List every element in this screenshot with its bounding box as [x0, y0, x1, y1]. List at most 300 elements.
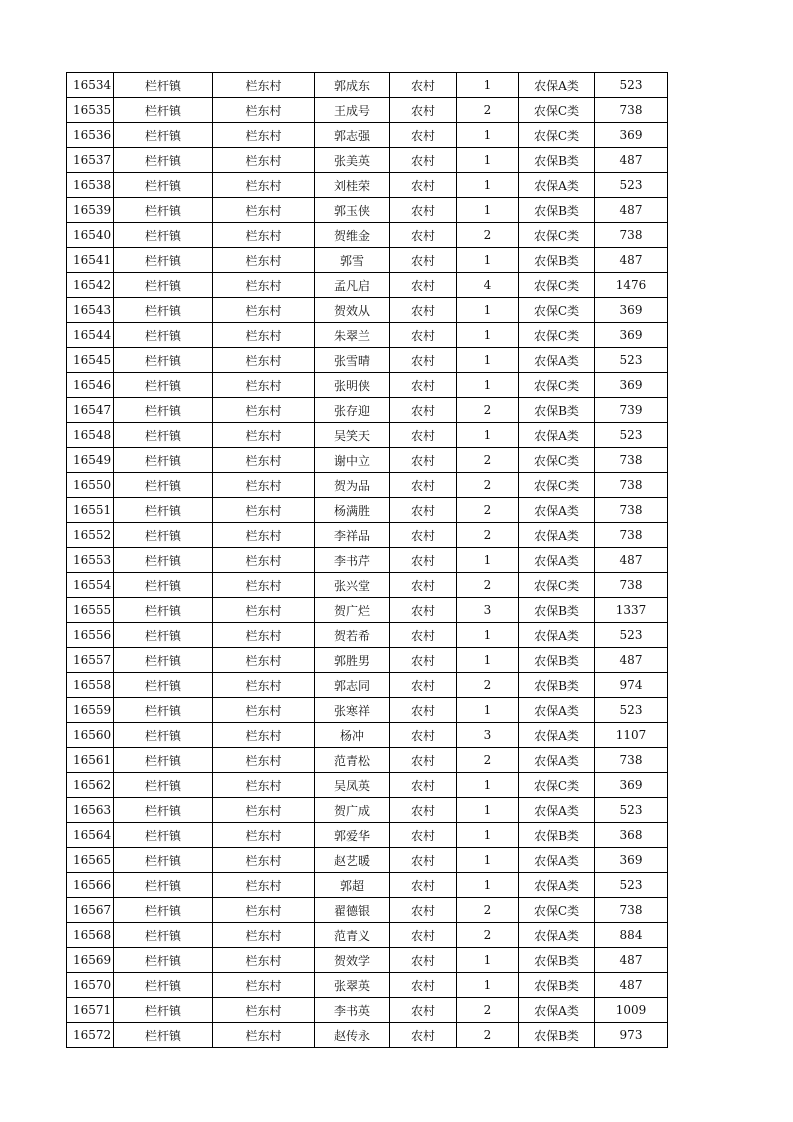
record-id-cell: 16564: [67, 823, 114, 848]
area-cell: 农村: [390, 598, 457, 623]
name-cell: 张寒祥: [315, 698, 390, 723]
count-cell: 2: [457, 898, 519, 923]
amount-cell: 487: [595, 148, 668, 173]
record-id-cell: 16560: [67, 723, 114, 748]
table-row: [67, 398, 668, 423]
area-cell: 农村: [390, 323, 457, 348]
name-cell: 贺效从: [315, 298, 390, 323]
amount-cell: 523: [595, 623, 668, 648]
amount-cell: 738: [595, 573, 668, 598]
category-cell: 农保C类: [519, 448, 595, 473]
category-cell: 农保B类: [519, 598, 595, 623]
table-row: [67, 923, 668, 948]
village-cell: 栏东村: [213, 198, 315, 223]
town-cell: 栏杆镇: [114, 123, 213, 148]
area-cell: 农村: [390, 848, 457, 873]
name-cell: 吴凤英: [315, 773, 390, 798]
name-cell: 吴笑天: [315, 423, 390, 448]
table-row: [67, 248, 668, 273]
amount-cell: 369: [595, 848, 668, 873]
count-cell: 1: [457, 198, 519, 223]
town-cell: 栏杆镇: [114, 923, 213, 948]
town-cell: 栏杆镇: [114, 223, 213, 248]
area-cell: 农村: [390, 748, 457, 773]
village-cell: 栏东村: [213, 673, 315, 698]
category-cell: 农保B类: [519, 248, 595, 273]
town-cell: 栏杆镇: [114, 498, 213, 523]
area-cell: 农村: [390, 348, 457, 373]
name-cell: 郭雪: [315, 248, 390, 273]
name-cell: 孟凡启: [315, 273, 390, 298]
amount-cell: 1009: [595, 998, 668, 1023]
village-cell: 栏东村: [213, 623, 315, 648]
record-id-cell: 16548: [67, 423, 114, 448]
village-cell: 栏东村: [213, 173, 315, 198]
record-id-cell: 16552: [67, 523, 114, 548]
record-id-cell: 16543: [67, 298, 114, 323]
count-cell: 1: [457, 973, 519, 998]
count-cell: 1: [457, 123, 519, 148]
village-cell: 栏东村: [213, 248, 315, 273]
record-id-cell: 16536: [67, 123, 114, 148]
count-cell: 2: [457, 398, 519, 423]
table-row: [67, 298, 668, 323]
town-cell: 栏杆镇: [114, 898, 213, 923]
village-cell: 栏东村: [213, 648, 315, 673]
town-cell: 栏杆镇: [114, 198, 213, 223]
name-cell: 李祥品: [315, 523, 390, 548]
category-cell: 农保A类: [519, 423, 595, 448]
town-cell: 栏杆镇: [114, 823, 213, 848]
table-row: [67, 873, 668, 898]
category-cell: 农保B类: [519, 948, 595, 973]
name-cell: 郭玉侠: [315, 198, 390, 223]
amount-cell: 487: [595, 548, 668, 573]
count-cell: 1: [457, 773, 519, 798]
category-cell: 农保B类: [519, 198, 595, 223]
category-cell: 农保B类: [519, 673, 595, 698]
count-cell: 2: [457, 98, 519, 123]
record-id-cell: 16553: [67, 548, 114, 573]
area-cell: 农村: [390, 523, 457, 548]
record-id-cell: 16547: [67, 398, 114, 423]
amount-cell: 523: [595, 423, 668, 448]
count-cell: 1: [457, 373, 519, 398]
category-cell: 农保C类: [519, 273, 595, 298]
town-cell: 栏杆镇: [114, 73, 213, 98]
record-id-cell: 16570: [67, 973, 114, 998]
category-cell: 农保B类: [519, 823, 595, 848]
area-cell: 农村: [390, 798, 457, 823]
name-cell: 赵艺暖: [315, 848, 390, 873]
category-cell: 农保A类: [519, 698, 595, 723]
village-cell: 栏东村: [213, 748, 315, 773]
town-cell: 栏杆镇: [114, 373, 213, 398]
village-cell: 栏东村: [213, 473, 315, 498]
count-cell: 1: [457, 648, 519, 673]
village-cell: 栏东村: [213, 123, 315, 148]
village-cell: 栏东村: [213, 448, 315, 473]
village-cell: 栏东村: [213, 423, 315, 448]
name-cell: 朱翠兰: [315, 323, 390, 348]
table-row: [67, 573, 668, 598]
area-cell: 农村: [390, 923, 457, 948]
village-cell: 栏东村: [213, 498, 315, 523]
town-cell: 栏杆镇: [114, 423, 213, 448]
table-row: [67, 198, 668, 223]
town-cell: 栏杆镇: [114, 348, 213, 373]
amount-cell: 738: [595, 448, 668, 473]
record-id-cell: 16563: [67, 798, 114, 823]
area-cell: 农村: [390, 198, 457, 223]
table-row: [67, 548, 668, 573]
amount-cell: 738: [595, 898, 668, 923]
count-cell: 3: [457, 723, 519, 748]
record-id-cell: 16558: [67, 673, 114, 698]
count-cell: 1: [457, 623, 519, 648]
record-id-cell: 16544: [67, 323, 114, 348]
table-row: [67, 173, 668, 198]
name-cell: 张兴堂: [315, 573, 390, 598]
table-row: [67, 823, 668, 848]
table-row: [67, 998, 668, 1023]
area-cell: 农村: [390, 448, 457, 473]
count-cell: 3: [457, 598, 519, 623]
name-cell: 贺广成: [315, 798, 390, 823]
village-cell: 栏东村: [213, 98, 315, 123]
record-id-cell: 16546: [67, 373, 114, 398]
village-cell: 栏东村: [213, 573, 315, 598]
count-cell: 1: [457, 548, 519, 573]
area-cell: 农村: [390, 548, 457, 573]
village-cell: 栏东村: [213, 273, 315, 298]
village-cell: 栏东村: [213, 148, 315, 173]
area-cell: 农村: [390, 248, 457, 273]
name-cell: 郭志同: [315, 673, 390, 698]
village-cell: 栏东村: [213, 998, 315, 1023]
area-cell: 农村: [390, 773, 457, 798]
name-cell: 赵传永: [315, 1023, 390, 1048]
amount-cell: 369: [595, 773, 668, 798]
amount-cell: 487: [595, 248, 668, 273]
record-id-cell: 16559: [67, 698, 114, 723]
amount-cell: 487: [595, 973, 668, 998]
village-cell: 栏东村: [213, 773, 315, 798]
name-cell: 张美英: [315, 148, 390, 173]
record-id-cell: 16569: [67, 948, 114, 973]
name-cell: 李书英: [315, 998, 390, 1023]
amount-cell: 523: [595, 798, 668, 823]
count-cell: 1: [457, 173, 519, 198]
area-cell: 农村: [390, 673, 457, 698]
count-cell: 2: [457, 473, 519, 498]
town-cell: 栏杆镇: [114, 323, 213, 348]
category-cell: 农保A类: [519, 723, 595, 748]
town-cell: 栏杆镇: [114, 873, 213, 898]
category-cell: 农保C类: [519, 573, 595, 598]
amount-cell: 738: [595, 498, 668, 523]
amount-cell: 884: [595, 923, 668, 948]
count-cell: 2: [457, 523, 519, 548]
table-row: [67, 448, 668, 473]
town-cell: 栏杆镇: [114, 573, 213, 598]
area-cell: 农村: [390, 423, 457, 448]
amount-cell: 738: [595, 98, 668, 123]
amount-cell: 369: [595, 373, 668, 398]
table-row: [67, 623, 668, 648]
table-row: [67, 373, 668, 398]
amount-cell: 1337: [595, 598, 668, 623]
village-cell: 栏东村: [213, 548, 315, 573]
table-row: [67, 648, 668, 673]
area-cell: 农村: [390, 98, 457, 123]
category-cell: 农保B类: [519, 648, 595, 673]
name-cell: 李书芹: [315, 548, 390, 573]
table-row: [67, 223, 668, 248]
area-cell: 农村: [390, 998, 457, 1023]
category-cell: 农保C类: [519, 123, 595, 148]
area-cell: 农村: [390, 123, 457, 148]
count-cell: 1: [457, 348, 519, 373]
category-cell: 农保B类: [519, 973, 595, 998]
area-cell: 农村: [390, 473, 457, 498]
count-cell: 1: [457, 698, 519, 723]
count-cell: 1: [457, 298, 519, 323]
count-cell: 4: [457, 273, 519, 298]
area-cell: 农村: [390, 573, 457, 598]
town-cell: 栏杆镇: [114, 473, 213, 498]
table-row: [67, 1023, 668, 1048]
table-row: [67, 598, 668, 623]
record-id-cell: 16572: [67, 1023, 114, 1048]
table-row: [67, 673, 668, 698]
village-cell: 栏东村: [213, 798, 315, 823]
area-cell: 农村: [390, 1023, 457, 1048]
amount-cell: 1476: [595, 273, 668, 298]
count-cell: 1: [457, 148, 519, 173]
count-cell: 2: [457, 748, 519, 773]
name-cell: 郭胜男: [315, 648, 390, 673]
record-id-cell: 16561: [67, 748, 114, 773]
town-cell: 栏杆镇: [114, 523, 213, 548]
town-cell: 栏杆镇: [114, 673, 213, 698]
category-cell: 农保B类: [519, 398, 595, 423]
name-cell: 贺为品: [315, 473, 390, 498]
area-cell: 农村: [390, 698, 457, 723]
area-cell: 农村: [390, 648, 457, 673]
amount-cell: 487: [595, 948, 668, 973]
village-cell: 栏东村: [213, 848, 315, 873]
area-cell: 农村: [390, 723, 457, 748]
count-cell: 2: [457, 223, 519, 248]
count-cell: 2: [457, 923, 519, 948]
village-cell: 栏东村: [213, 948, 315, 973]
record-id-cell: 16537: [67, 148, 114, 173]
name-cell: 王成号: [315, 98, 390, 123]
name-cell: 郭爱华: [315, 823, 390, 848]
table-row: [67, 698, 668, 723]
town-cell: 栏杆镇: [114, 248, 213, 273]
table-row: [67, 723, 668, 748]
table-row: [67, 123, 668, 148]
amount-cell: 369: [595, 123, 668, 148]
category-cell: 农保C类: [519, 898, 595, 923]
town-cell: 栏杆镇: [114, 798, 213, 823]
town-cell: 栏杆镇: [114, 973, 213, 998]
town-cell: 栏杆镇: [114, 448, 213, 473]
amount-cell: 487: [595, 198, 668, 223]
category-cell: 农保C类: [519, 323, 595, 348]
name-cell: 贺广烂: [315, 598, 390, 623]
count-cell: 1: [457, 423, 519, 448]
area-cell: 农村: [390, 298, 457, 323]
name-cell: 张雪晴: [315, 348, 390, 373]
record-id-cell: 16541: [67, 248, 114, 273]
amount-cell: 738: [595, 748, 668, 773]
town-cell: 栏杆镇: [114, 273, 213, 298]
count-cell: 1: [457, 73, 519, 98]
table-row: [67, 473, 668, 498]
name-cell: 范青松: [315, 748, 390, 773]
village-cell: 栏东村: [213, 323, 315, 348]
town-cell: 栏杆镇: [114, 773, 213, 798]
table-row: [67, 498, 668, 523]
count-cell: 2: [457, 573, 519, 598]
record-id-cell: 16567: [67, 898, 114, 923]
count-cell: 1: [457, 948, 519, 973]
record-id-cell: 16539: [67, 198, 114, 223]
area-cell: 农村: [390, 373, 457, 398]
area-cell: 农村: [390, 148, 457, 173]
count-cell: 2: [457, 498, 519, 523]
town-cell: 栏杆镇: [114, 298, 213, 323]
category-cell: 农保A类: [519, 348, 595, 373]
town-cell: 栏杆镇: [114, 848, 213, 873]
category-cell: 农保B类: [519, 148, 595, 173]
record-id-cell: 16542: [67, 273, 114, 298]
town-cell: 栏杆镇: [114, 998, 213, 1023]
table-row: [67, 273, 668, 298]
village-cell: 栏东村: [213, 398, 315, 423]
category-cell: 农保A类: [519, 748, 595, 773]
category-cell: 农保C类: [519, 223, 595, 248]
village-cell: 栏东村: [213, 598, 315, 623]
table-row: [67, 948, 668, 973]
name-cell: 范青义: [315, 923, 390, 948]
name-cell: 谢中立: [315, 448, 390, 473]
town-cell: 栏杆镇: [114, 548, 213, 573]
roster-body: [67, 73, 668, 1048]
category-cell: 农保A类: [519, 798, 595, 823]
table-row: [67, 423, 668, 448]
town-cell: 栏杆镇: [114, 648, 213, 673]
category-cell: 农保B类: [519, 1023, 595, 1048]
category-cell: 农保C类: [519, 98, 595, 123]
count-cell: 2: [457, 673, 519, 698]
name-cell: 张存迎: [315, 398, 390, 423]
category-cell: 农保A类: [519, 173, 595, 198]
table-row: [67, 348, 668, 373]
record-id-cell: 16538: [67, 173, 114, 198]
category-cell: 农保C类: [519, 773, 595, 798]
name-cell: 杨冲: [315, 723, 390, 748]
name-cell: 杨满胜: [315, 498, 390, 523]
town-cell: 栏杆镇: [114, 623, 213, 648]
village-cell: 栏东村: [213, 973, 315, 998]
record-id-cell: 16557: [67, 648, 114, 673]
village-cell: 栏东村: [213, 923, 315, 948]
category-cell: 农保A类: [519, 623, 595, 648]
record-id-cell: 16551: [67, 498, 114, 523]
table-row: [67, 748, 668, 773]
table-row: [67, 973, 668, 998]
town-cell: 栏杆镇: [114, 698, 213, 723]
record-id-cell: 16535: [67, 98, 114, 123]
category-cell: 农保A类: [519, 548, 595, 573]
table-row: [67, 773, 668, 798]
town-cell: 栏杆镇: [114, 1023, 213, 1048]
area-cell: 农村: [390, 973, 457, 998]
village-cell: 栏东村: [213, 223, 315, 248]
name-cell: 郭超: [315, 873, 390, 898]
town-cell: 栏杆镇: [114, 723, 213, 748]
village-cell: 栏东村: [213, 73, 315, 98]
amount-cell: 523: [595, 173, 668, 198]
amount-cell: 1107: [595, 723, 668, 748]
town-cell: 栏杆镇: [114, 948, 213, 973]
table-row: [67, 798, 668, 823]
amount-cell: 523: [595, 873, 668, 898]
name-cell: 张翠英: [315, 973, 390, 998]
village-cell: 栏东村: [213, 373, 315, 398]
table-row: [67, 98, 668, 123]
area-cell: 农村: [390, 623, 457, 648]
town-cell: 栏杆镇: [114, 148, 213, 173]
town-cell: 栏杆镇: [114, 398, 213, 423]
name-cell: 翟德银: [315, 898, 390, 923]
record-id-cell: 16540: [67, 223, 114, 248]
category-cell: 农保C类: [519, 473, 595, 498]
record-id-cell: 16566: [67, 873, 114, 898]
area-cell: 农村: [390, 948, 457, 973]
name-cell: 张明侠: [315, 373, 390, 398]
area-cell: 农村: [390, 223, 457, 248]
count-cell: 1: [457, 323, 519, 348]
village-cell: 栏东村: [213, 723, 315, 748]
record-id-cell: 16550: [67, 473, 114, 498]
record-id-cell: 16555: [67, 598, 114, 623]
category-cell: 农保A类: [519, 498, 595, 523]
record-id-cell: 16571: [67, 998, 114, 1023]
village-cell: 栏东村: [213, 348, 315, 373]
area-cell: 农村: [390, 498, 457, 523]
category-cell: 农保A类: [519, 848, 595, 873]
count-cell: 2: [457, 448, 519, 473]
town-cell: 栏杆镇: [114, 748, 213, 773]
name-cell: 郭志强: [315, 123, 390, 148]
amount-cell: 974: [595, 673, 668, 698]
amount-cell: 523: [595, 698, 668, 723]
record-id-cell: 16554: [67, 573, 114, 598]
category-cell: 农保A类: [519, 523, 595, 548]
category-cell: 农保A类: [519, 998, 595, 1023]
village-cell: 栏东村: [213, 823, 315, 848]
category-cell: 农保A类: [519, 873, 595, 898]
record-id-cell: 16562: [67, 773, 114, 798]
name-cell: 贺维金: [315, 223, 390, 248]
town-cell: 栏杆镇: [114, 98, 213, 123]
table-row: [67, 848, 668, 873]
